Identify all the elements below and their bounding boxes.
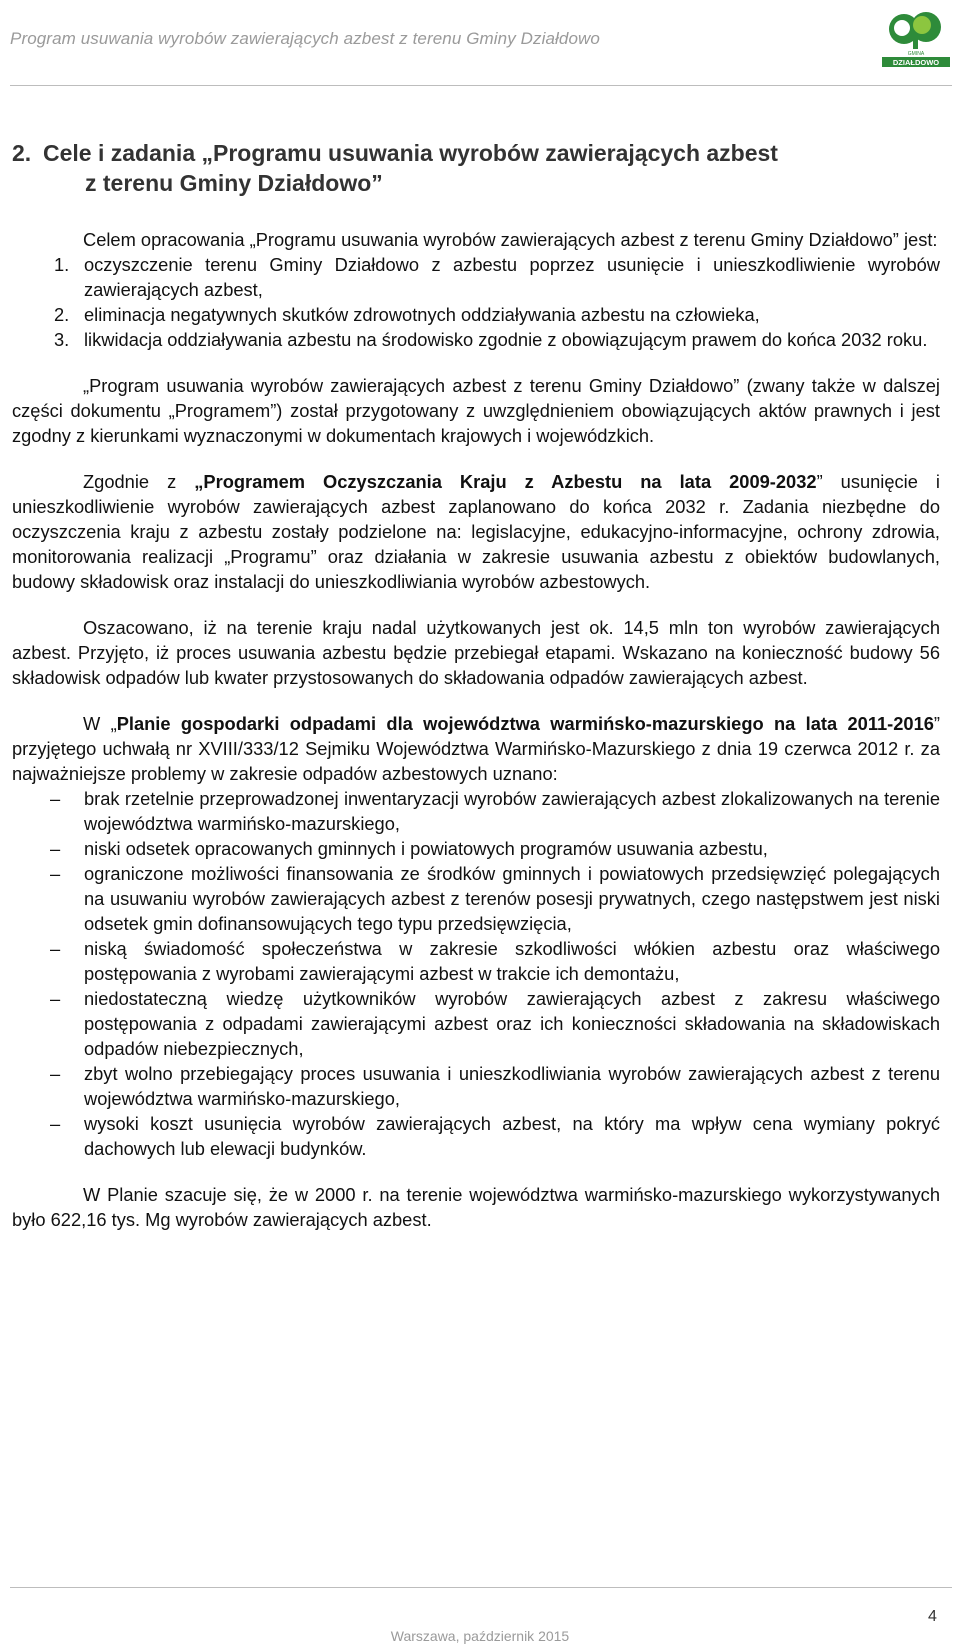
paragraph-regional-plan bbox=[12, 711, 940, 786]
list-item bbox=[12, 1111, 940, 1161]
dash-bullet: – bbox=[50, 838, 61, 859]
paragraph-estimate: Oszacowano, iż na terenie kraju nadal użytkowanych jest ok. 14,5 mln ton wyrobów zawierających azbest. Przyjęto, iż proces usuwania azbestu będzie przebiegał etapami. Wskazano na konieczność budowy 56 składowisk odpadów lub kwater przystosowanych do składowania odpadów zawierających azbest. bbox=[12, 617, 940, 688]
spacer bbox=[12, 448, 940, 469]
list-item bbox=[12, 861, 940, 936]
logo-leaf-light bbox=[913, 16, 931, 34]
goals-list bbox=[12, 252, 940, 352]
footer-divider bbox=[10, 1587, 952, 1588]
section-title-line1: Cele i zadania „Programu usuwania wyrobów zawierających azbest bbox=[43, 140, 778, 166]
dash-bullet: – bbox=[50, 863, 61, 884]
spacer bbox=[12, 690, 940, 711]
list-item-text: niski odsetek opracowanych gminnych i powiatowych programów usuwania azbestu, bbox=[84, 838, 768, 859]
dash-bullet: – bbox=[50, 788, 61, 809]
section-title-line2: z terenu Gminy Działdowo” bbox=[85, 170, 383, 196]
paragraph-national-program bbox=[12, 469, 940, 594]
logo-leaf-inner bbox=[894, 20, 910, 36]
dash-bullet: – bbox=[50, 938, 61, 959]
list-item bbox=[12, 302, 940, 327]
dash-bullet: – bbox=[50, 988, 61, 1009]
spacer bbox=[12, 1161, 940, 1182]
paragraph-text: W „ bbox=[83, 713, 117, 734]
list-item bbox=[12, 252, 940, 302]
section-number: 2. bbox=[12, 140, 32, 166]
section-heading bbox=[12, 138, 940, 198]
problems-list bbox=[12, 786, 940, 1161]
logo-text-bottom: DZIAŁDOWO bbox=[892, 58, 940, 67]
dash-bullet: – bbox=[50, 1113, 61, 1134]
page-number: 4 bbox=[928, 1608, 937, 1625]
footer-text: Warszawa, październik 2015 bbox=[390, 1628, 570, 1644]
list-item-number: 1. bbox=[54, 254, 70, 275]
page-content bbox=[12, 138, 940, 1232]
spacer bbox=[12, 594, 940, 615]
logo-text-top: GMINA bbox=[907, 51, 925, 57]
list-item bbox=[12, 786, 940, 836]
list-item-text: niską świadomość społeczeństwa w zakresie szkodliwości włókien azbestu oraz właściwego postępowania z wyrobami zawierającymi azbest w trakcie ich demontażu, bbox=[84, 938, 940, 984]
list-item-text: brak rzetelnie przeprowadzonej inwentaryzacji wyrobów zawierających azbest zlokalizowanych na terenie województwa warmińsko-mazurskiego, bbox=[84, 788, 940, 834]
list-item-text: wysoki koszt usunięcia wyrobów zawierających azbest, na który ma wpływ cena wymiany pokryć dachowych lub elewacji budynków. bbox=[84, 1113, 940, 1159]
intro-paragraph: Celem opracowania „Programu usuwania wyrobów zawierających azbest z terenu Gminy Działdowo” jest: bbox=[83, 229, 938, 250]
gmina-dzialdowo-logo bbox=[880, 9, 952, 69]
document-title-bold: Planie gospodarki odpadami dla województwa warmińsko-mazurskiego na lata 2011-2016 bbox=[116, 713, 934, 734]
list-item-number: 3. bbox=[54, 329, 70, 350]
list-item-text: ograniczone możliwości finansowania ze środków gminnych i powiatowych przedsięwzięć polegających na usuwaniu wyrobów zawierających azbest z terenów posesji prywatnych, czego następstwem jest niski odsetek gmin dofinansowujących tego typu przedsięwzięcia, bbox=[84, 863, 940, 934]
paragraph-text: ” usunięcie i unieszkodliwienie wyrobów zawierających azbest zaplanowano do końca 2032 r. Zadania niezbędne do oczyszczenia kraju z azbestu zostały podzielone na: legislacyjne, edukacyjno-informacyjne, ochrony zdrowia, monitorowania realizacji „Programu” oraz działania w zakresie usuwania azbestu z obiektów budowlanych, budowy składowisk oraz instalacji do unieszkodliwiania wyrobów azbestowych. bbox=[12, 471, 940, 592]
list-item bbox=[12, 1061, 940, 1111]
list-item-text: eliminacja negatywnych skutków zdrowotnych oddziaływania azbestu na człowieka, bbox=[84, 304, 760, 325]
paragraph-text: Zgodnie z bbox=[83, 471, 195, 492]
list-item-text: oczyszczenie terenu Gminy Działdowo z azbestu poprzez usunięcie i unieszkodliwienie wyrobów zawierających azbest, bbox=[84, 254, 940, 300]
list-item-text: likwidacja oddziaływania azbestu na środowisko zgodnie z obowiązującym prawem do końca 2032 roku. bbox=[84, 329, 928, 350]
list-item bbox=[12, 327, 940, 352]
paragraph-program-description: „Program usuwania wyrobów zawierających azbest z terenu Gminy Działdowo” (zwany także w dalszej części dokumentu „Programem”) został przygotowany z uwzględnieniem obowiązujących aktów prawnych i jest zgodny z kierunkami wyznaczonymi w dokumentach krajowych i wojewódzkich. bbox=[12, 375, 940, 446]
running-header: Program usuwania wyrobów zawierających azbest z terenu Gminy Działdowo bbox=[10, 29, 600, 48]
list-item bbox=[12, 936, 940, 986]
logo-trunk bbox=[913, 37, 918, 49]
header-divider bbox=[10, 85, 952, 86]
spacer bbox=[12, 198, 940, 227]
list-item-text: zbyt wolno przebiegający proces usuwania i unieszkodliwiania wyrobów zawierających azbest z terenu województwa warmińsko-mazurskiego, bbox=[84, 1063, 940, 1109]
list-item-text: niedostateczną wiedzę użytkowników wyrobów zawierających azbest z zakresu właściwego postępowania z odpadami zawierającymi azbest oraz ich konieczności składowania na składowiskach odpadów niebezpiecznych, bbox=[84, 988, 940, 1059]
document-title-bold: „Programem Oczyszczania Kraju z Azbestu na lata 2009-2032 bbox=[194, 471, 817, 492]
list-item bbox=[12, 836, 940, 861]
list-item bbox=[12, 986, 940, 1061]
list-item-number: 2. bbox=[54, 304, 70, 325]
dash-bullet: – bbox=[50, 1063, 61, 1084]
spacer bbox=[12, 352, 940, 373]
paragraph-text: ” przyjętego uchwałą nr XVIII/333/12 Sejmiku Województwa Warmińsko-Mazurskiego z dnia 19 czerwca 2012 r. za najważniejsze problemy w zakresie odpadów azbestowych uznano: bbox=[12, 713, 941, 784]
paragraph-plan-estimate: W Planie szacuje się, że w 2000 r. na terenie województwa warmińsko-mazurskiego wykorzystywanych było 622,16 tys. Mg wyrobów zawierających azbest. bbox=[12, 1184, 940, 1230]
